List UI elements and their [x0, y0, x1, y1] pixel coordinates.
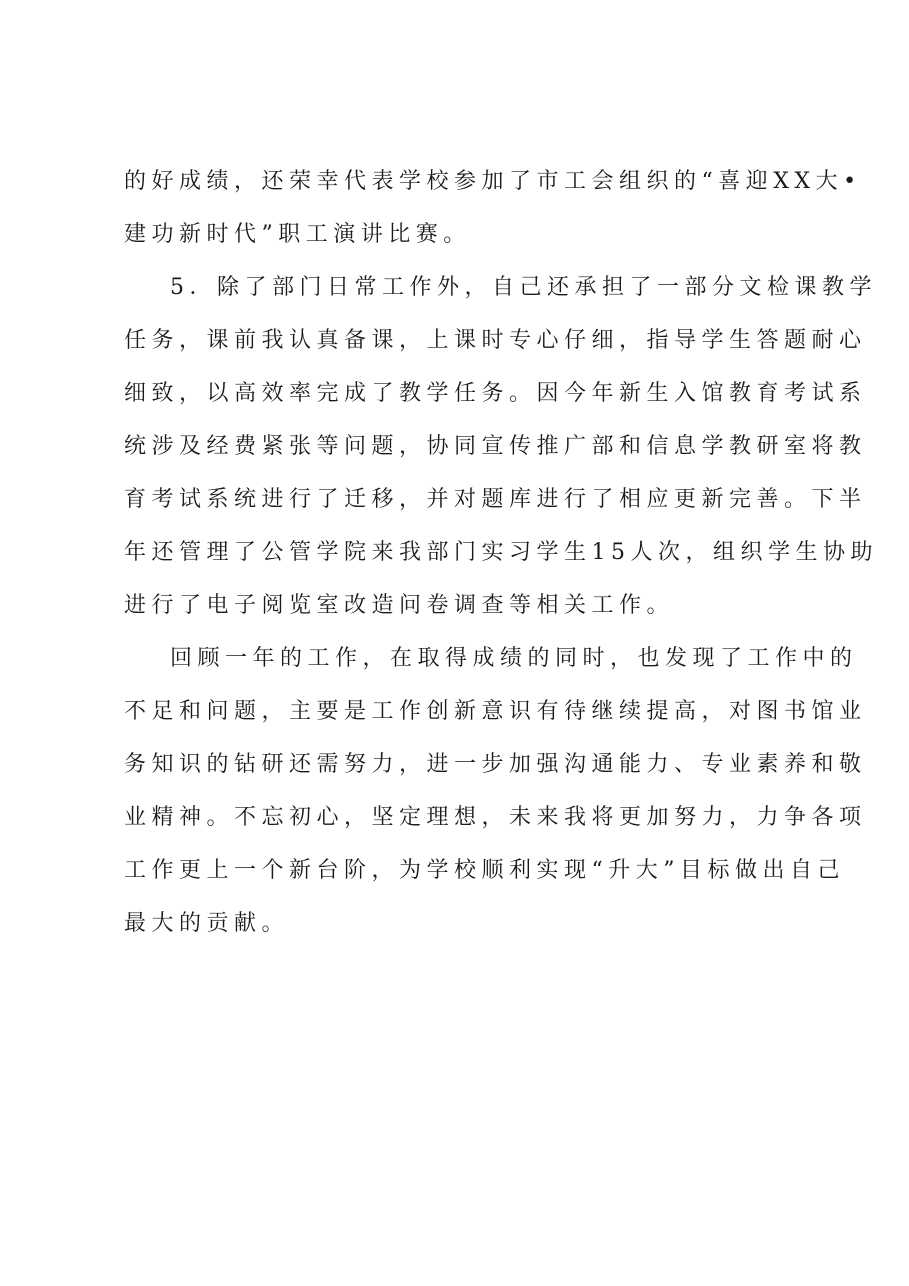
text-line: 工作更上一个新台阶，为学校顺利实现“升大”目标做出自己	[124, 858, 845, 883]
text-line: 年还管理了公管学院来我部门实习学生15人次，组织学生协助	[124, 540, 878, 565]
text-line: 育考试系统进行了迁移，并对题库进行了相应更新完善。下半	[124, 487, 867, 512]
text-line: 细致，以高效率完成了教学任务。因今年新生入馆教育考试系	[124, 381, 867, 406]
text-line: 进行了电子阅览室改造问卷调查等相关工作。	[124, 593, 675, 618]
text-line: 务知识的钻研还需努力，进一步加强沟通能力、专业素养和敬	[124, 752, 867, 777]
text-line: 5．除了部门日常工作外，自己还承担了一部分文检课教学	[170, 275, 877, 300]
text-line: 建功新时代”职工演讲比赛。	[124, 222, 471, 247]
text-line: 任务，课前我认真备课，上课时专心仔细，指导学生答题耐心	[124, 328, 867, 353]
text-line: 最大的贡献。	[124, 911, 290, 936]
text-line: 的好成绩，还荣幸代表学校参加了市工会组织的“喜迎XX大•	[124, 169, 862, 194]
text-line: 业精神。不忘初心，坚定理想，未来我将更加努力，力争各项	[124, 805, 867, 830]
text-line: 不足和问题，主要是工作创新意识有待继续提高，对图书馆业	[124, 699, 867, 724]
text-line: 回顾一年的工作，在取得成绩的同时，也发现了工作中的	[170, 646, 858, 671]
text-line: 统涉及经费紧张等问题，协同宣传推广部和信息学教研室将教	[124, 434, 867, 459]
